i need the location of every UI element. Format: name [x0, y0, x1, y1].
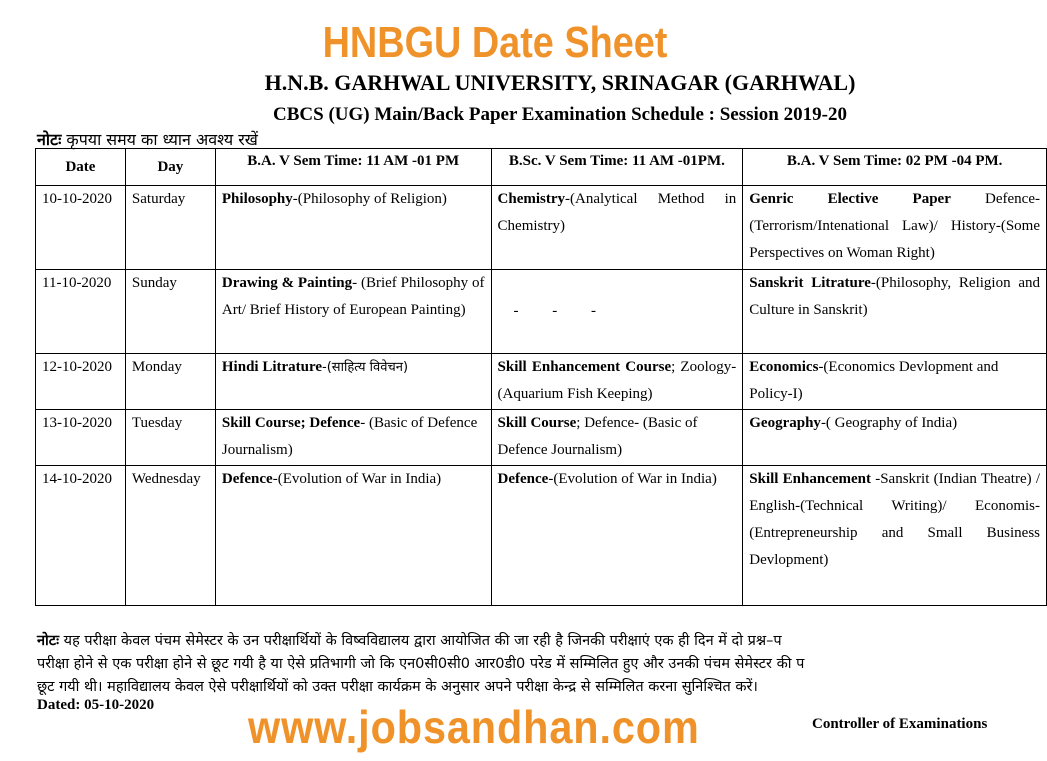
bottom-note-text: यह परीक्षा केवल पंचम सेमेस्टर के उन परीक्षार्थियों के विष्वविद्यालय द्वारा आयोजित की जा रही है जिनकी परीक्षाएं एक ही दिन में दो प्रश्न–प — [59, 633, 782, 649]
top-note — [37, 128, 258, 150]
controller-signature-label: Controller of Examinations — [812, 716, 988, 732]
paper-detail: -(Philosophy, Religion and Culture in Sanskrit) — [749, 275, 1040, 318]
watermark-url: www.jobsandhan.com — [248, 701, 700, 753]
row-day: Sunday — [125, 270, 215, 354]
paper-detail: -(Economics Devlopment and Policy-I) — [749, 359, 999, 402]
row-day: Monday — [125, 354, 215, 410]
row-date: 13-10-2020 — [36, 410, 126, 466]
ba-afternoon-paper — [743, 410, 1047, 466]
ba-afternoon-paper — [743, 466, 1047, 606]
header-bsc-morning: B.Sc. V Sem Time: 11 AM -01PM. — [491, 149, 743, 186]
paper-subject: Defence — [497, 471, 549, 487]
paper-detail: -(Evolution of War in India) — [548, 471, 717, 487]
paper-subject: Chemistry — [497, 191, 566, 207]
paper-subject: Genric Elective Paper — [749, 191, 951, 207]
paper-subject: Economics — [749, 359, 819, 375]
paper-detail: -(Evolution of War in India) — [272, 471, 442, 487]
table-row — [36, 410, 1047, 466]
bottom-note-label: नोटः — [37, 633, 60, 649]
row-date: 11-10-2020 — [36, 270, 126, 354]
row-day: Wednesday — [125, 466, 215, 606]
paper-subject: Geography — [749, 415, 821, 431]
paper-subject: Drawing & Painting — [221, 275, 353, 291]
paper-detail: - (Brief Philosophy of Art/ Brief History of European Painting) — [221, 275, 485, 318]
dated-label: Dated: 05-10-2020 — [37, 697, 155, 713]
ba-afternoon-paper — [743, 186, 1047, 270]
ba-morning-paper — [215, 186, 491, 270]
exam-schedule-table — [35, 148, 1047, 606]
paper-detail: -(Analytical Method in Chemistry) — [497, 191, 737, 234]
paper-detail: -(Philosophy of Religion) — [292, 191, 447, 207]
paper-detail: ; Defence- (Basic of Defence Journalism) — [497, 415, 698, 458]
row-day: Saturday — [125, 186, 215, 270]
row-date: 10-10-2020 — [36, 186, 126, 270]
bottom-note — [37, 630, 1047, 699]
paper-subject: Philosophy — [221, 191, 293, 207]
table-row — [36, 354, 1047, 410]
bsc-morning-paper — [491, 270, 743, 354]
header-date: Date — [36, 149, 126, 186]
bottom-note-line-1 — [37, 630, 1047, 653]
top-note-label: नोटः — [37, 130, 62, 149]
ba-morning-paper — [215, 270, 491, 354]
paper-detail: -(साहित्य विवेचन) — [322, 360, 409, 375]
paper-detail: ; Zoology-(Aquarium Fish Keeping) — [497, 359, 737, 402]
paper-detail: -( Geography of India) — [820, 415, 958, 431]
ba-afternoon-paper — [743, 270, 1047, 354]
table-row — [36, 186, 1047, 270]
header-ba-morning: B.A. V Sem Time: 11 AM -01 PM — [215, 149, 491, 186]
row-date: 12-10-2020 — [36, 354, 126, 410]
table-row — [36, 270, 1047, 354]
paper-detail: - (Basic of Defence Journalism) — [221, 415, 478, 458]
paper-subject: Skill Enhancement Course — [497, 359, 672, 375]
row-date: 14-10-2020 — [36, 466, 126, 606]
bsc-morning-paper — [491, 466, 743, 606]
empty-slot-dashes: - - - — [513, 303, 597, 319]
ba-afternoon-paper — [743, 354, 1047, 410]
schedule-title: CBCS (UG) Main/Back Paper Examination Schedule : Session 2019-20 — [273, 104, 847, 125]
bsc-morning-paper — [491, 410, 743, 466]
ba-morning-paper — [215, 410, 491, 466]
header-day: Day — [125, 149, 215, 186]
header-ba-afternoon: B.A. V Sem Time: 02 PM -04 PM. — [743, 149, 1047, 186]
ba-morning-paper — [215, 354, 491, 410]
paper-subject: Sanskrit Litrature — [749, 275, 871, 291]
paper-subject: Hindi Litrature — [221, 359, 323, 375]
paper-detail: Defence-(Terrorism/Intenational Law)/ History-(Some Perspectives on Woman Right) — [749, 191, 1040, 261]
paper-detail: -Sanskrit (Indian Theatre) / English-(Technical Writing)/ Economis-(Entrepreneurship and Small Business Devlopment) — [749, 471, 1040, 568]
ba-morning-paper — [215, 466, 491, 606]
bsc-morning-paper — [491, 354, 743, 410]
watermark-title: HNBGU Date Sheet — [322, 18, 668, 67]
top-note-text: कृपया समय का ध्यान अवश्य रखें — [61, 130, 258, 149]
paper-subject: Defence — [221, 471, 273, 487]
paper-subject: Skill Course — [497, 415, 577, 431]
paper-subject: Skill Enhancement — [749, 471, 871, 487]
bottom-note-line-3: छूट गयी थी। महाविद्यालय केवल ऐसे परीक्षार्थियों को उक्त परीक्षा कार्यक्रम के अनुसार अपने परीक्षा केन्द्र से सम्मिलित करना सुनिश्चित करें। — [37, 679, 758, 695]
paper-subject: Skill Course; Defence — [221, 415, 361, 431]
bsc-morning-paper — [491, 186, 743, 270]
row-day: Tuesday — [125, 410, 215, 466]
bottom-note-line-2: परीक्षा होने से एक परीक्षा होने से छूट गयी है या ऐसे प्रतिभागी जो कि एन0सी0सी0 आर0डी0 परेड में सम्मिलित हुए और उनकी पंचम सेमेस्टर की प — [37, 656, 805, 672]
university-name: H.N.B. GARHWAL UNIVERSITY, SRINAGAR (GARHWAL) — [264, 70, 856, 95]
table-header-row — [36, 149, 1047, 186]
table-row — [36, 466, 1047, 606]
